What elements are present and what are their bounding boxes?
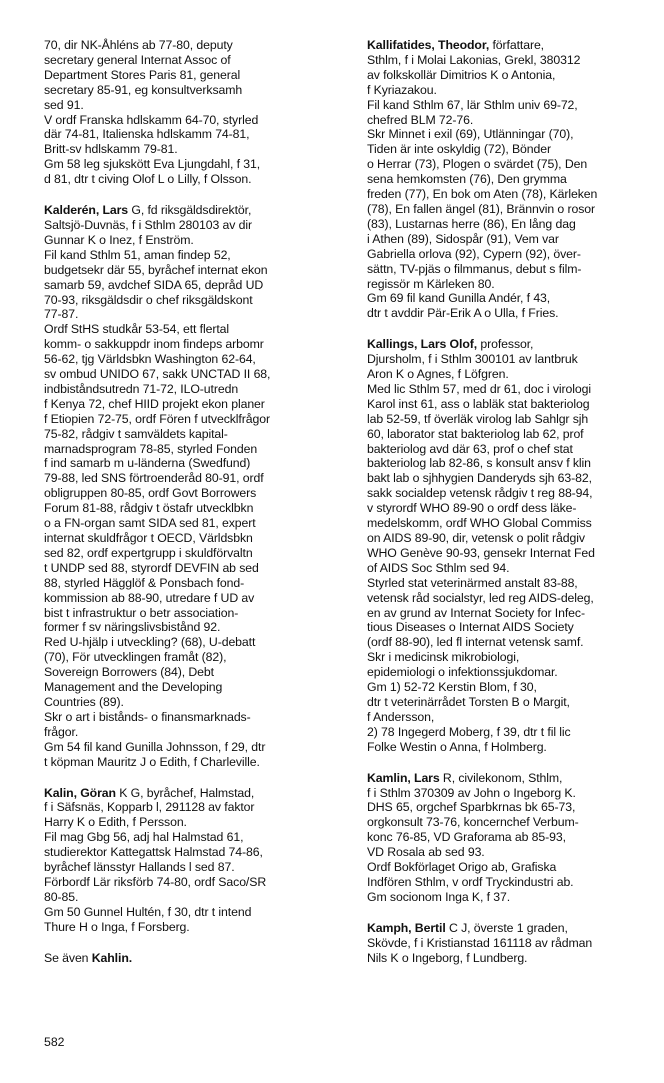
entry-text: Red U-hjälp i utveckling? (68), U-debatt (44, 635, 256, 650)
entry-text: V ordf Franska hdlskamm 64-70, styrled (44, 112, 259, 127)
entry-line (367, 412, 657, 427)
entry-text: Harry K o Edith, f Persson. (44, 815, 187, 830)
entry-text: G, fd riksgäldsdirektör, (128, 203, 252, 218)
entry-text: 88, styrled Hägglöf & Ponsbach fond- (44, 575, 245, 590)
entry-text: 80-85. (44, 889, 79, 904)
entry-line (367, 606, 657, 621)
entry-line (367, 800, 657, 815)
entry-text: freden (77), En bok om Aten (78), Kärleken (367, 187, 598, 202)
entry-text: Gm socionom Inga K, f 37. (367, 889, 511, 904)
entry-headword: Kallings, Lars Olof, (367, 337, 478, 352)
entry-line (44, 203, 344, 218)
entry-line (367, 710, 657, 725)
entry-headword: Kalderén, Lars (44, 203, 129, 218)
entry-text: chefred BLM 72-76. (367, 112, 474, 127)
entry-text: Countries (89). (44, 694, 124, 709)
entry-text: Department Stores Paris 81, general (44, 67, 241, 82)
entry-text: secretary 85-91, eg konsultverksamh (44, 82, 243, 97)
entry-line (367, 815, 657, 830)
entry-text: bakteriolog avd där 63, prof o chef stat (367, 441, 573, 456)
entry-text: 70, dir NK-Åhléns ab 77-80, deputy (44, 38, 233, 52)
entry-line (44, 307, 344, 322)
entry-text: 79-88, led SNS förtroenderåd 80-91, ordf (44, 471, 264, 486)
entry-line (367, 38, 657, 53)
entry-text: i Athen (89), Sidospår (91), Vem var (367, 231, 559, 246)
entry-line (367, 936, 657, 951)
entry-text: Gm 54 fil kand Gunilla Johnsson, f 29, dtr (44, 739, 266, 754)
entry-line (367, 951, 657, 966)
entry-text: (70), För utvecklingen framåt (82), (44, 650, 227, 665)
entry-line (367, 845, 657, 860)
entry-line (44, 786, 344, 801)
entry-line (44, 293, 344, 308)
entry-line (367, 890, 657, 905)
entry-line (44, 635, 344, 650)
entry-line (44, 740, 344, 755)
entry-text: secretary general Internat Assoc of (44, 52, 231, 67)
entry-text: 2) 78 Ingegerd Moberg, f 39, dtr t fil lic (367, 724, 571, 739)
entry-line (367, 202, 657, 217)
entry-line (367, 531, 657, 546)
entry-text: konc 76-85, VD Graforama ab 85-93, (367, 830, 566, 845)
entry-line (367, 98, 657, 113)
entry-text: bakt lab o sjhhygien Danderyds sjh 63-82, (367, 471, 592, 486)
entry-line (367, 695, 657, 710)
entry-text: budgetsekr där 55, byråchef internat ekon (44, 262, 268, 277)
entry-line (367, 113, 657, 128)
entry-text: Indfören Sthlm, v ordf Tryckindustri ab. (367, 874, 574, 889)
entry-text: Fil mag Gbg 56, adj hal Halmstad 61, (44, 830, 244, 845)
entry-line (367, 277, 657, 292)
entry-text: epidemiologi o infektionssjukdomar. (367, 665, 558, 680)
entry-line (367, 247, 657, 262)
entry-text: f Etiopien 72-75, ordf Fören f utvecklfrågor (44, 411, 270, 426)
entry-line (44, 278, 344, 293)
entry-text: Nils K o Ingeborg, f Lundberg. (367, 950, 528, 965)
entry-text: medelskomm, ordf WHO Global Commiss (367, 516, 592, 531)
entry-text: f Kyriazakou. (367, 82, 437, 97)
entry-line (44, 830, 344, 845)
entry-kalin-goran (44, 786, 344, 935)
entry-line (44, 665, 344, 680)
entry-text: tious Diseases o Internat AIDS Society (367, 620, 574, 635)
entry-text: samarb 59, avdchef SIDA 65, depråd UD (44, 277, 264, 292)
entry-line (367, 875, 657, 890)
entry-line (367, 382, 657, 397)
entry-line (367, 921, 657, 936)
entry-line (44, 486, 344, 501)
entry-text: Forum 81-88, rådgiv t östafr utvecklbkn (44, 501, 254, 516)
entry-text: Management and the Developing (44, 680, 223, 695)
entry-line (44, 546, 344, 561)
entry-line (44, 442, 344, 457)
entry-line (44, 233, 344, 248)
entry-line (44, 127, 344, 142)
entry-text: WHO Genève 90-93, gensekr Internat Fed (367, 545, 595, 560)
entry-text: bakteriolog lab 82-86, s konsult ansv f klin (367, 456, 591, 471)
entry-text: 70-93, riksgäldsdir o chef riksgäldskont (44, 292, 253, 307)
entry-text: o a FN-organ samt SIDA sed 81, expert (44, 516, 256, 531)
entry-text: sättn, TV-pjäs o filmmanus, debut s film- (367, 261, 582, 276)
entry-line (367, 725, 657, 740)
entry-text: f Kenya 72, chef HIID projekt ekon planer (44, 396, 265, 411)
entry-text: f i Säfsnäs, Kopparb l, 291128 av faktor (44, 800, 255, 815)
entry-text: Skr o art i bistånds- o finansmarknads- (44, 709, 251, 724)
entry-text: on AIDS 89-90, dir, vetensk o polit rådgiv (367, 531, 585, 545)
entry-text: Gm 1) 52-72 Kerstin Blom, f 30, (367, 680, 537, 695)
entry-line (367, 650, 657, 665)
entry-text: d 81, dtr t civing Olof L o Lilly, f Olsson. (44, 172, 252, 187)
entry-line (367, 68, 657, 83)
entry-line (367, 337, 657, 352)
entry-headword: Kalin, Göran (44, 785, 116, 800)
right-column (367, 38, 657, 981)
entry-line (44, 591, 344, 606)
entry-line (44, 860, 344, 875)
entry-kamlin (367, 771, 657, 905)
entry-line (44, 412, 344, 427)
entry-text: Ordf StHS studkår 53-54, ett flertal (44, 322, 230, 337)
entry-text: f ind samarb m u-länderna (Swedfund) (44, 456, 251, 471)
entry-line (367, 187, 657, 202)
entry-line (44, 576, 344, 591)
entry-line (367, 561, 657, 576)
entry-text: Fil kand Sthlm 67, lär Sthlm univ 69-72, (367, 97, 578, 112)
entry-line (44, 142, 344, 157)
entry-text: dtr t veterinärrådet Torsten B o Margit, (367, 694, 570, 709)
entry-line (44, 561, 344, 576)
entry-line (44, 248, 344, 263)
entry-line (44, 427, 344, 442)
entry-line (367, 397, 657, 412)
entry-line (44, 397, 344, 412)
entry-text: internat skuldfrågor t OECD, Världsbkn (44, 531, 253, 545)
entry-text: komm- o sakkuppdr inom findeps arbomr (44, 337, 264, 352)
entry-line (44, 263, 344, 278)
entry-line (44, 890, 344, 905)
entry-text: Saltsjö-Duvnäs, f i Sthlm 280103 av dir (44, 217, 252, 232)
entry-line (44, 815, 344, 830)
entry-text: Djursholm, f i Sthlm 300101 av lantbruk (367, 352, 578, 367)
entry-text: Gm 69 fil kand Gunilla Andér, f 43, (367, 291, 551, 306)
entry-headword: Kallifatides, Theodor, (367, 38, 490, 52)
entry-line (44, 875, 344, 890)
entry-kamph (367, 921, 657, 966)
entry-text: C J, överste 1 graden, (445, 920, 568, 935)
entry-line (367, 217, 657, 232)
entry-line (44, 322, 344, 337)
entry-line (367, 291, 657, 306)
entry-text: R, civilekonom, Sthlm, (439, 770, 563, 785)
entry-text: där 74-81, Italienska hdlskamm 74-81, (44, 127, 250, 142)
entry-line (44, 83, 344, 98)
entry-text: regissör m Kärleken 80. (367, 276, 495, 291)
entry-line (367, 501, 657, 516)
entry-line (44, 845, 344, 860)
entry-text: marnadsprogram 78-85, styrled Fonden (44, 441, 258, 456)
entry-text: former f sv näringslivsbistånd 92. (44, 620, 221, 635)
entry-text: Skr i medicinsk mikrobiologi, (367, 650, 520, 665)
entry-line (367, 352, 657, 367)
entry-line (44, 68, 344, 83)
entry-kallifatides (367, 38, 657, 321)
entry-line (44, 905, 344, 920)
entry-line (44, 606, 344, 621)
entry-text: Styrled stat veterinärmed anstalt 83-88, (367, 575, 578, 590)
entry-line (44, 113, 344, 128)
entry-text: en av grund av Internat Society for Infec- (367, 605, 585, 620)
entry-text: indbiståndsutredn 71-72, ILO-utredn (44, 381, 239, 396)
entry-line (44, 367, 344, 382)
entry-text: byråchef länsstyr Hallands l sed 87. (44, 860, 235, 875)
entry-line (367, 516, 657, 531)
entry-kalderen (44, 203, 344, 769)
entry-headword: Kamlin, Lars (367, 770, 440, 785)
entry-text: of AIDS Soc Sthlm sed 94. (367, 560, 510, 575)
entry-line (44, 382, 344, 397)
entry-text: Skr Minnet i exil (69), Utlänningar (70), (367, 127, 574, 142)
entry-line (44, 501, 344, 516)
entry-see-also (44, 951, 344, 966)
entry-text: av folkskollär Dimitrios K o Antonia, (367, 67, 556, 82)
entry-line (44, 680, 344, 695)
entry-text: 56-62, tjg Världsbkn Washington 62-64, (44, 352, 256, 367)
entry-line (44, 337, 344, 352)
entry-line (44, 920, 344, 935)
see-also-prefix: Se även (44, 950, 92, 965)
entry-line (44, 53, 344, 68)
entry-line (367, 427, 657, 442)
entry-text: DHS 65, orgchef Sparbkrnas bk 65-73, (367, 800, 576, 815)
entry-line (44, 157, 344, 172)
entry-text: o Herrar (73), Plogen o svärdet (75), Den (367, 157, 588, 172)
entry-line (44, 710, 344, 725)
entry-line (367, 635, 657, 650)
entry-line (367, 546, 657, 561)
entry-text: Gabriella orlova (92), Cypern (92), över- (367, 246, 581, 261)
entry-text: VD Rosala ab sed 93. (367, 845, 485, 860)
entry-text: Med lic Sthlm 57, med dr 61, doc i virologi (367, 381, 591, 396)
entry-text: 75-82, rådgiv t samväldets kapital- (44, 426, 228, 441)
entry-line (367, 232, 657, 247)
entry-text: (ordf 88-90), led fl internat vetensk samf. (367, 635, 584, 650)
entry-text: Gunnar K o Inez, f Enström. (44, 232, 194, 247)
entry-text: dtr t avddir Pär-Erik A o Ulla, f Fries. (367, 306, 559, 321)
entry-text: Sthlm, f i Molai Lakonias, Grekl, 380312 (367, 52, 581, 67)
entry-text: f i Sthlm 370309 av John o Ingeborg K. (367, 785, 576, 800)
entry-line (44, 800, 344, 815)
entry-text: K G, byråchef, Halmstad, (115, 785, 255, 800)
entry-text: Fil kand Sthlm 51, aman findep 52, (44, 247, 231, 262)
entry-text: bist t infrastruktur o betr association- (44, 605, 239, 620)
entry-text: (78), En fallen ängel (81), Brännvin o rosor (367, 201, 595, 216)
entry-line (367, 576, 657, 591)
entry-line (367, 367, 657, 382)
entry-line (367, 53, 657, 68)
entry-text: Tiden är inte oskyldig (72), Bönder (367, 142, 552, 157)
entry-text: Förbordf Lär riksförb 74-80, ordf Saco/SR (44, 874, 267, 889)
entry-line (367, 157, 657, 172)
entry-text: v styrordf WHO 89-90 o ordf dess läke- (367, 501, 577, 516)
entry-line (367, 471, 657, 486)
page-number: 582 (44, 1035, 65, 1049)
entry-line (44, 218, 344, 233)
entry-text: Thure H o Inga, f Forsberg. (44, 919, 190, 934)
entry-text: sena hemkomsten (76), Den grymma (367, 172, 567, 187)
entry-line (367, 456, 657, 471)
entry-line (44, 650, 344, 665)
entry-text: Gm 58 leg sjukskött Eva Ljungdahl, f 31, (44, 157, 261, 172)
entry-line (367, 830, 657, 845)
entry-text: Folke Westin o Anna, f Holmberg. (367, 739, 547, 754)
entry-line (367, 83, 657, 98)
entry-text: vetensk råd socialstyr, led reg AIDS-deleg, (367, 590, 594, 605)
entry-line (44, 471, 344, 486)
entry-text: lab 52-59, tf överläk virolog lab Sahlgr sjh (367, 411, 589, 426)
entry-line (44, 352, 344, 367)
entry-line (44, 456, 344, 471)
entry-text: orgkonsult 73-76, koncernchef Verbum- (367, 815, 579, 830)
see-also-line (44, 951, 344, 966)
entry-cont (44, 38, 344, 187)
entry-line (44, 695, 344, 710)
entry-text: Karol inst 61, ass o labläk stat bakteriolog (367, 396, 590, 411)
entry-text: Britt-sv hdlskamm 79-81. (44, 142, 178, 157)
entry-line (367, 306, 657, 321)
entry-line (367, 620, 657, 635)
entry-text: Gm 50 Gunnel Hultén, f 30, dtr t intend (44, 904, 252, 919)
entry-line (44, 620, 344, 635)
entry-text: Sovereign Borrowers (84), Debt (44, 665, 214, 680)
entry-text: sed 82, ordf expertgrupp i skuldförvaltn (44, 545, 253, 560)
entry-text: sakk socialdep vetensk rådgiv t reg 88-94, (367, 486, 593, 501)
entry-text: Ordf Bokförlaget Origo ab, Grafiska (367, 860, 557, 875)
entry-headword: Kamph, Bertil (367, 920, 446, 935)
entry-line (367, 127, 657, 142)
left-column (44, 38, 344, 981)
entry-line (44, 172, 344, 187)
entry-text: professor, (477, 337, 534, 352)
see-also-reference: Kahlin. (91, 950, 133, 965)
entry-line (44, 516, 344, 531)
entry-text: sv ombud UNIDO 67, sakk UNCTAD II 68, (44, 367, 271, 382)
entry-line (367, 786, 657, 801)
entry-line (367, 591, 657, 606)
entry-line (367, 172, 657, 187)
entry-text: 77-87. (44, 307, 79, 322)
entry-kallings (367, 337, 657, 754)
entry-text: t UNDP sed 88, styrordf DEVFIN ab sed (44, 560, 259, 575)
entry-text: 60, laborator stat bakteriolog lab 62, prof (367, 426, 584, 441)
entry-text: frågor. (44, 724, 79, 739)
entry-line (367, 442, 657, 457)
entry-line (44, 38, 344, 53)
entry-text: sed 91. (44, 97, 84, 112)
entry-line (44, 531, 344, 546)
entry-text: (83), Lustarnas herre (86), En lång dag (367, 216, 576, 231)
entry-text: obligruppen 80-85, ordf Govt Borrowers (44, 486, 257, 501)
entry-text: författare, (489, 38, 545, 52)
entry-line (367, 665, 657, 680)
entry-text: Skövde, f i Kristianstad 161118 av rådman (367, 935, 593, 950)
entry-line (44, 98, 344, 113)
entry-line (367, 680, 657, 695)
entry-text: kommission ab 88-90, utredare f UD av (44, 590, 255, 605)
entry-line (367, 771, 657, 786)
entry-line (367, 860, 657, 875)
entry-line (367, 142, 657, 157)
entry-line (367, 262, 657, 277)
entry-text: studierektor Kattegattsk Halmstad 74-86, (44, 845, 263, 860)
entry-text: t köpman Mauritz J o Edith, f Charleville. (44, 754, 260, 769)
entry-line (44, 755, 344, 770)
entry-line (44, 725, 344, 740)
entry-line (367, 486, 657, 501)
entry-line (367, 740, 657, 755)
entry-text: Aron K o Agnes, f Löfgren. (367, 367, 509, 382)
entry-text: f Andersson, (367, 709, 435, 724)
